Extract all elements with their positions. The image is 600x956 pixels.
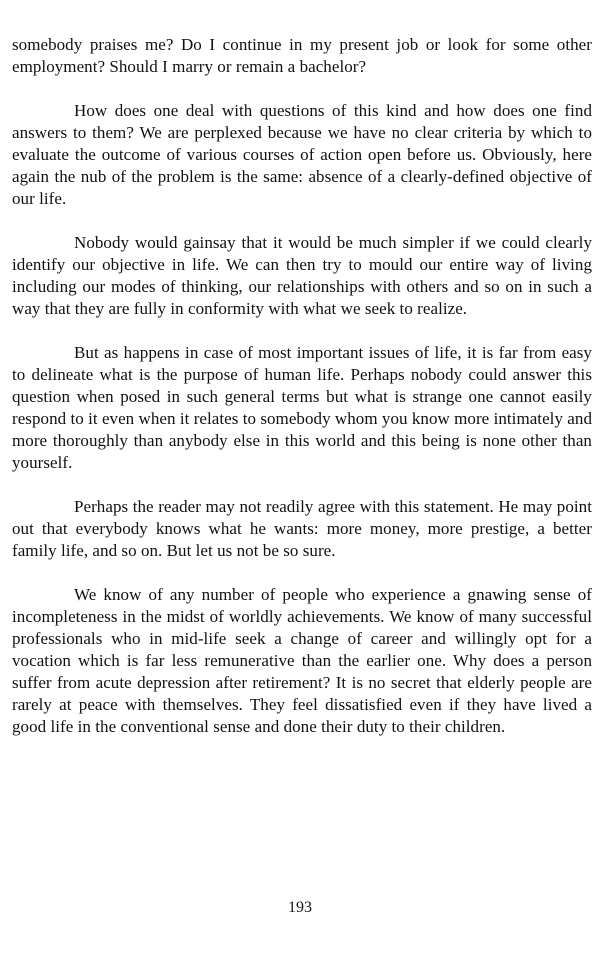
paragraph-incompleteness: We know of any number of people who experience a gnawing sense of incompleteness in the midst of worldly achievements. We know of many successful professionals who in mid-life seek a change of career and willingly opt for a vocation which is far less remunerative than the earlier one. Why does a person suffer from acute depression after retirement? It is no secret that elderly people are rarely at peace with themselves. They feel dissatisfied even if they have lived a good life in the conventional sense and done their duty to their children.: [12, 585, 592, 736]
paragraph-objective: Nobody would gainsay that it would be much simpler if we could clearly identify our objective in life. We can then try to mould our entire way of living including our modes of thinking, our relationships with others and so on in such a way that they are fully in conformity with what we seek to realize.: [12, 233, 592, 318]
paragraph-reader-statement: Perhaps the reader may not readily agree with this statement. He may point out that everybody knows what he wants: more money, more prestige, a better family life, and so on. But let us not be so sure.: [12, 497, 592, 560]
book-page-body: [12, 34, 592, 760]
paragraph-purpose-of-life: But as happens in case of most important issues of life, it is far from easy to delineate what is the purpose of human life. Perhaps nobody could answer this question when posed in such general terms but what is strange one cannot easily respond to it even when it relates to somebody whom you know more intimately and more thoroughly than anybody else in this world and this being is none other than yourself.: [12, 343, 592, 472]
paragraph-continuation: somebody praises me? Do I continue in my present job or look for some other employment? Should I marry or remain a bachelor?: [12, 35, 592, 76]
page-number: 193: [288, 899, 312, 916]
paragraph-questions: How does one deal with questions of this kind and how does one find answers to them? We are perplexed because we have no clear criteria by which to evaluate the outcome of various courses of action open before us. Obviously, here again the nub of the problem is the same: absence of a clearly-defined objective of our life.: [12, 101, 592, 208]
